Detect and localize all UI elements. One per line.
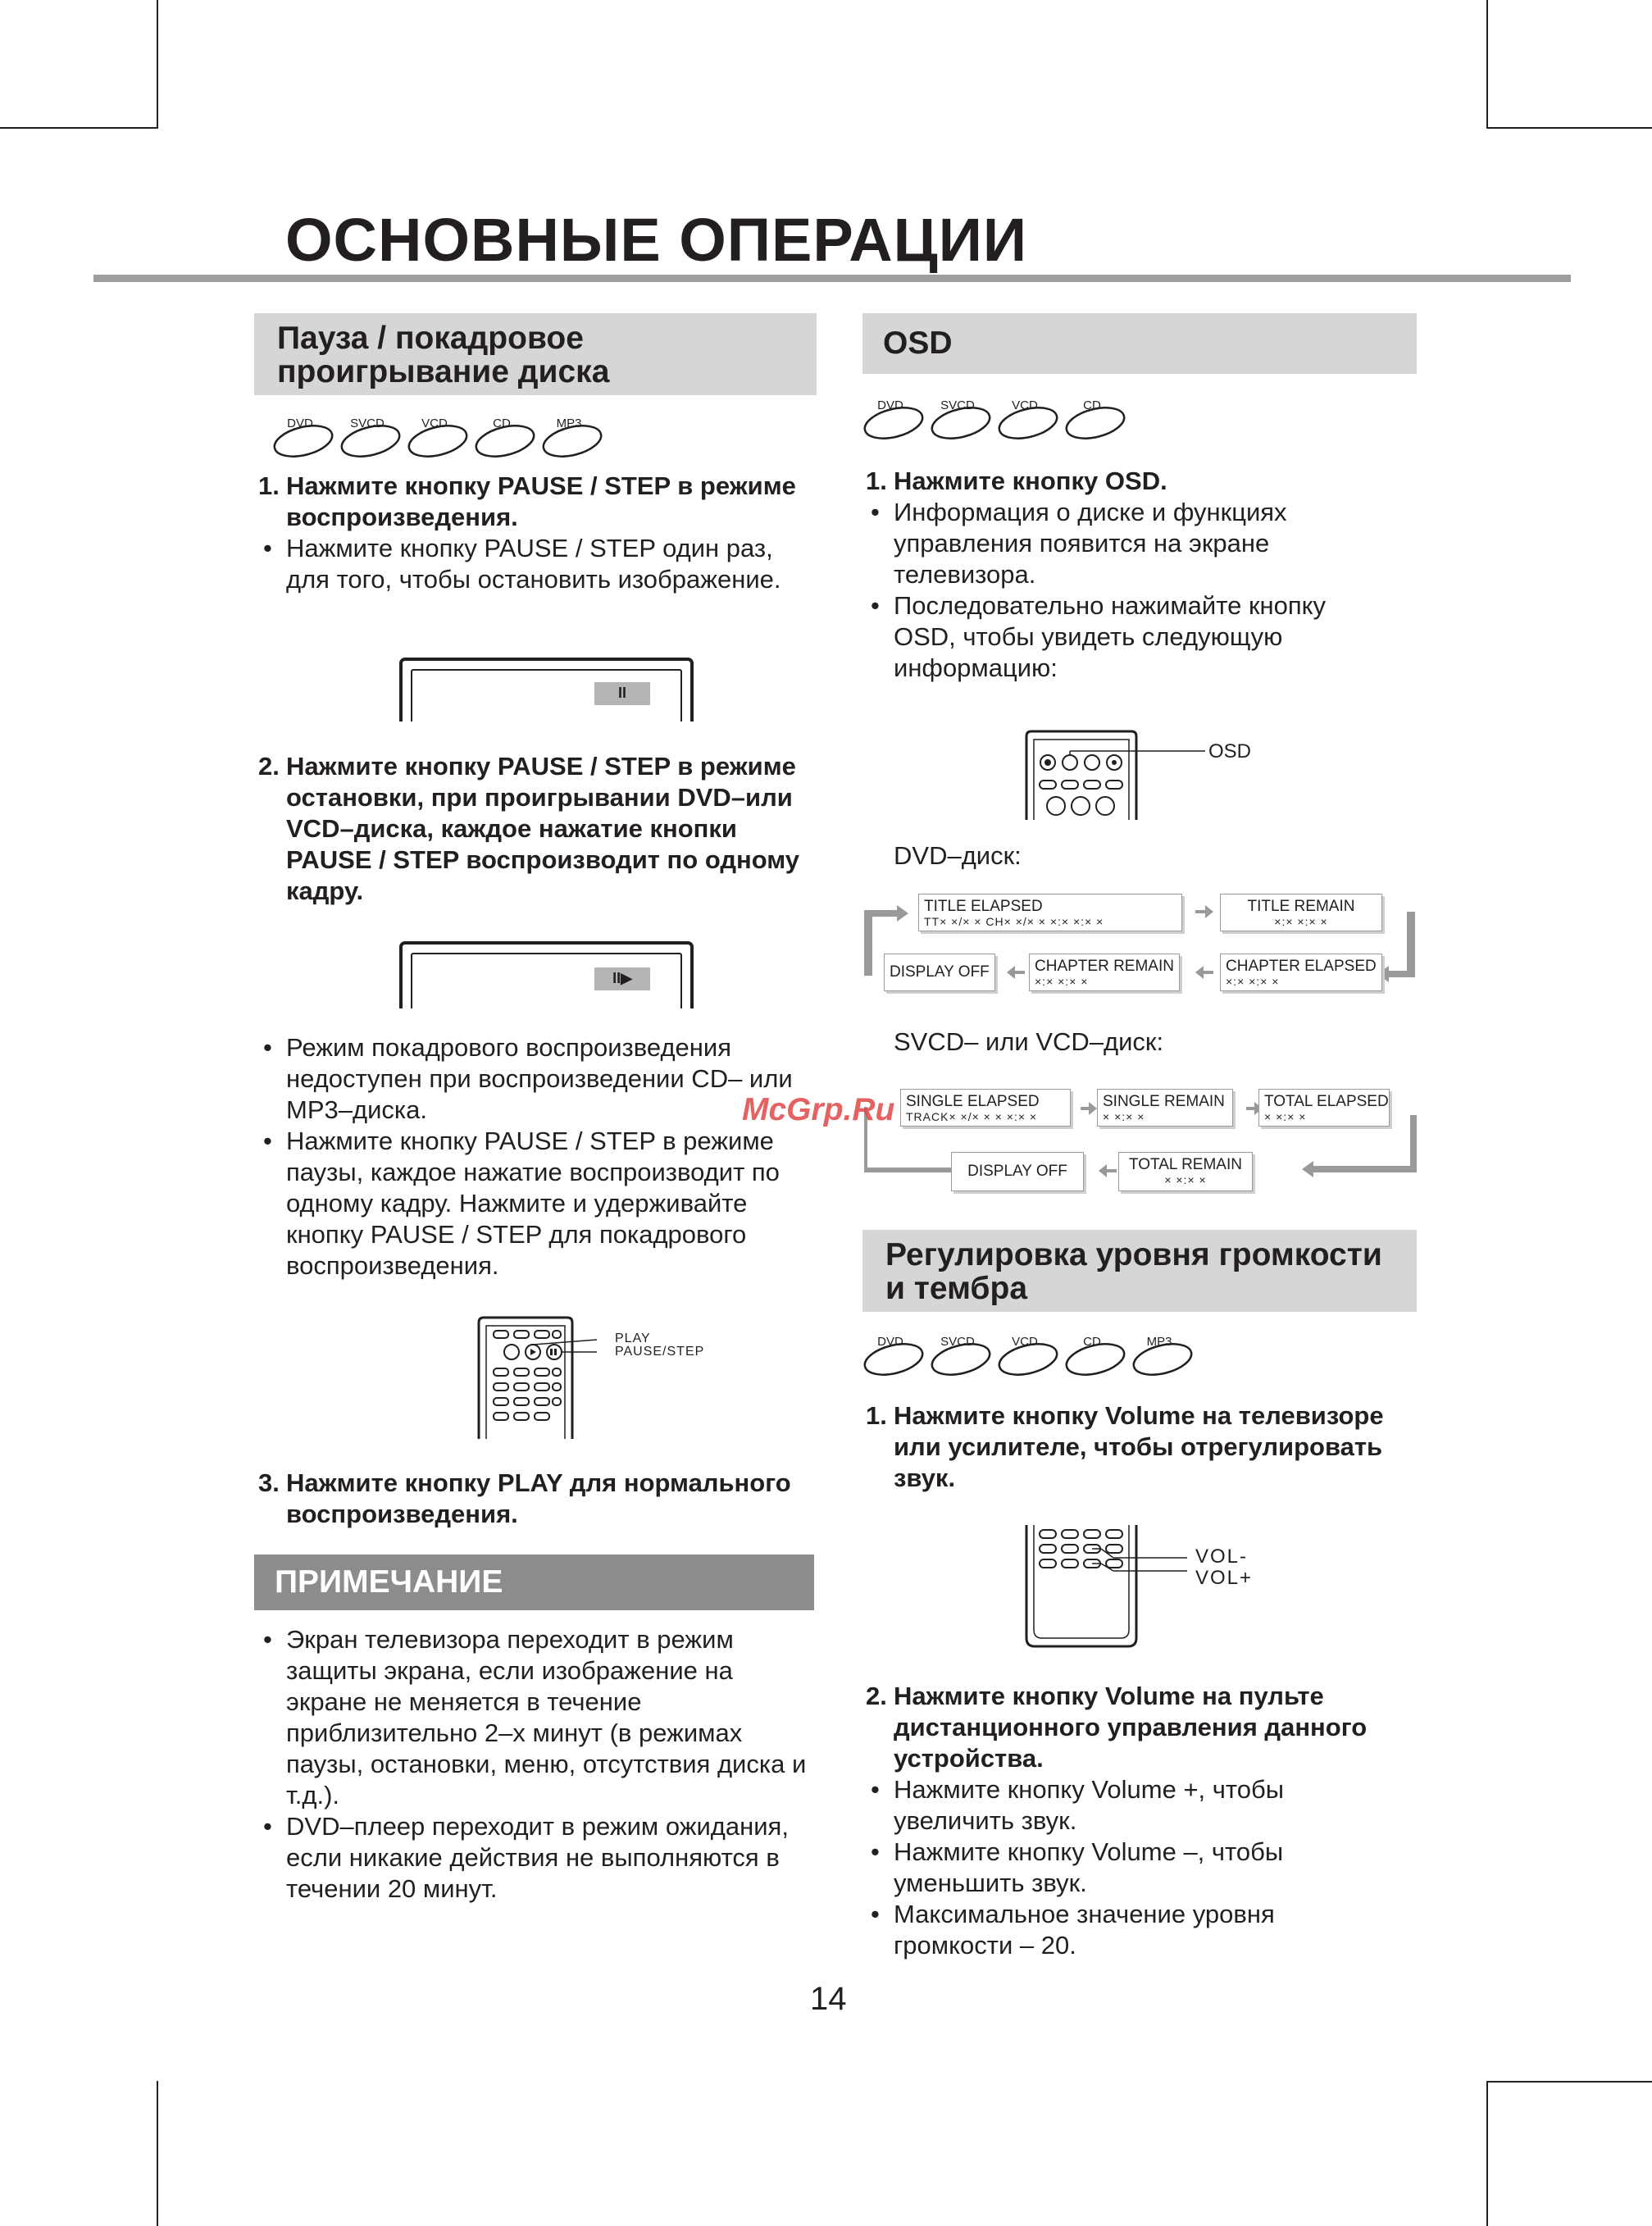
disc-type-icons-volume bbox=[861, 1335, 1197, 1381]
remote-control-osd-illustration bbox=[1023, 730, 1212, 820]
pause-step-1: 1. Нажмите кнопку PAUSE / STEP в режиме воспроизведения. bbox=[258, 471, 796, 531]
volume-section-heading bbox=[862, 1230, 1417, 1312]
remote-label-osd: OSD bbox=[1208, 740, 1252, 762]
pause-bullet-3: • Нажмите кнопку PAUSE / STEP в режиме паузы, каждое нажатие воспроизводит по одному кадру. Нажмите и удерживайте кнопку PAUSE / STEP для покадрового воспроизведения. bbox=[263, 1127, 780, 1280]
disc-icon: VCD bbox=[995, 398, 1063, 444]
remote-control-icon bbox=[476, 1316, 721, 1439]
volume-bullet-2: • Нажмите кнопку Volume –, чтобы уменьшить звук. bbox=[871, 1837, 1284, 1897]
step-indicator: II▶ bbox=[594, 967, 650, 990]
osd-box-chapter-elapsed: CHAPTER ELAPSED ×:× ×:× × bbox=[1220, 954, 1382, 991]
disc-icon: DVD bbox=[271, 417, 338, 462]
disc-type-icons-osd bbox=[861, 398, 1130, 444]
disc-icon: DVD bbox=[861, 1335, 928, 1381]
disc-icon: CD bbox=[1063, 1335, 1130, 1381]
page-number: 14 bbox=[810, 1981, 847, 2017]
disc-icon: SVCD bbox=[928, 398, 995, 444]
crop-mark bbox=[157, 2081, 158, 2226]
pause-bullet-1: • Нажмите кнопку PAUSE / STEP один раз, для того, чтобы остановить изображение. bbox=[263, 534, 781, 594]
osd-vcd-label: SVCD– или VCD–диск: bbox=[894, 1027, 1164, 1056]
osd-box-vcd-display-off: DISPLAY OFF bbox=[951, 1152, 1084, 1191]
osd-heading-text: OSD bbox=[883, 325, 953, 361]
volume-bullet-3: • Максимальное значение уровня громкости – 20. bbox=[871, 1900, 1275, 1960]
osd-box-title-elapsed: TITLE ELAPSED TT× ×/× × CH× ×/× × ×:× ×:× × bbox=[918, 894, 1182, 931]
tv-screen-pause-illustration bbox=[399, 658, 694, 722]
remote-label-vol-plus: VOL+ bbox=[1195, 1567, 1254, 1589]
remote-label-play: PLAY bbox=[615, 1332, 651, 1345]
disc-icon: VCD bbox=[405, 417, 472, 462]
tv-screen-step-illustration bbox=[399, 941, 694, 1008]
remote-control-icon bbox=[1023, 730, 1212, 820]
disc-icon: SVCD bbox=[338, 417, 405, 462]
osd-box-single-remain: SINGLE REMAIN × ×:× × bbox=[1097, 1089, 1233, 1127]
osd-box-total-remain: TOTAL REMAIN × ×:× × bbox=[1118, 1152, 1253, 1191]
note-bullet-1: • Экран телевизора переходит в режим защиты экрана, если изображение на экране не меняется в течение приблизительно 2–х минут (в режимах паузы, остановки, меню, отсутствия диска и т.д.). bbox=[263, 1625, 807, 1809]
disc-icon: MP3 bbox=[1130, 1335, 1197, 1381]
disc-icon: MP3 bbox=[539, 417, 607, 462]
disc-icon: SVCD bbox=[928, 1335, 995, 1381]
remote-control-play-pause-illustration bbox=[476, 1316, 721, 1439]
osd-box-chapter-remain: CHAPTER REMAIN ×:× ×:× × bbox=[1029, 954, 1180, 991]
osd-bullet-2: • Последовательно нажимайте кнопку OSD, чтобы увидеть следующую информацию: bbox=[871, 591, 1327, 682]
remote-control-icon bbox=[1023, 1525, 1212, 1648]
osd-box-single-elapsed: SINGLE ELAPSED TRACK× ×/× × × ×:× × bbox=[900, 1089, 1071, 1127]
remote-label-vol-minus: VOL- bbox=[1195, 1545, 1249, 1568]
pause-indicator: II bbox=[594, 682, 650, 705]
disc-type-icons-pause bbox=[271, 417, 607, 462]
crop-mark bbox=[1486, 2081, 1488, 2226]
pause-bullet-2: • Режим покадрового воспроизведения недоступен при воспроизведении CD– или MP3–диска. bbox=[263, 1033, 793, 1124]
osd-box-display-off: DISPLAY OFF bbox=[884, 954, 995, 991]
crop-mark bbox=[1486, 0, 1488, 127]
osd-box-title-remain: TITLE REMAIN ×:× ×:× × bbox=[1220, 894, 1382, 931]
note-heading: ПРИМЕЧАНИЕ bbox=[254, 1555, 814, 1610]
pause-heading-text: Пауза / покадровое проигрывание диска bbox=[277, 321, 610, 389]
pause-step-3: 3. Нажмите кнопку PLAY для нормального воспроизведения. bbox=[258, 1468, 791, 1528]
disc-icon: CD bbox=[472, 417, 539, 462]
osd-box-total-elapsed: TOTAL ELAPSED × ×:× × bbox=[1258, 1089, 1390, 1127]
volume-step-2: 2. Нажмите кнопку Volume на пульте дистанционного управления данного устройства. bbox=[866, 1682, 1368, 1773]
crop-mark bbox=[1486, 2081, 1652, 2083]
crop-mark bbox=[0, 127, 158, 129]
volume-heading-text: Регулировка уровня громкости и тембра bbox=[885, 1237, 1382, 1306]
osd-bullet-1: • Информация о диске и функциях управления появится на экране телевизора. bbox=[871, 498, 1287, 589]
crop-mark bbox=[157, 0, 158, 127]
osd-dvd-label: DVD–диск: bbox=[894, 841, 1022, 870]
crop-mark bbox=[1486, 127, 1652, 129]
watermark: McGrp.Ru bbox=[742, 1092, 895, 1127]
osd-section-heading bbox=[862, 313, 1417, 374]
remote-label-pause-step: PAUSE/STEP bbox=[615, 1345, 705, 1359]
pause-section-heading bbox=[254, 313, 817, 395]
disc-icon: DVD bbox=[861, 398, 928, 444]
note-bullet-2: • DVD–плеер переходит в режим ожидания, если никакие действия не выполняются в течении 20 минут. bbox=[263, 1812, 789, 1903]
disc-icon: VCD bbox=[995, 1335, 1063, 1381]
disc-icon: CD bbox=[1063, 398, 1130, 444]
remote-control-volume-illustration bbox=[1023, 1525, 1212, 1648]
page-title: ОСНОВНЫЕ ОПЕРАЦИИ bbox=[285, 206, 1028, 274]
volume-bullet-1: • Нажмите кнопку Volume +, чтобы увеличить звук. bbox=[871, 1775, 1285, 1835]
pause-step-2: 2. Нажмите кнопку PAUSE / STEP в режиме остановки, при проигрывании DVD–или VCD–диска, каждое нажатие кнопки PAUSE / STEP воспроизводит по одному кадру. bbox=[258, 752, 800, 905]
volume-step-1: 1. Нажмите кнопку Volume на телевизоре или усилителе, чтобы отрегулировать звук. bbox=[866, 1401, 1384, 1492]
osd-step-1: 1. Нажмите кнопку OSD. bbox=[866, 467, 1167, 495]
title-divider bbox=[93, 275, 1571, 282]
